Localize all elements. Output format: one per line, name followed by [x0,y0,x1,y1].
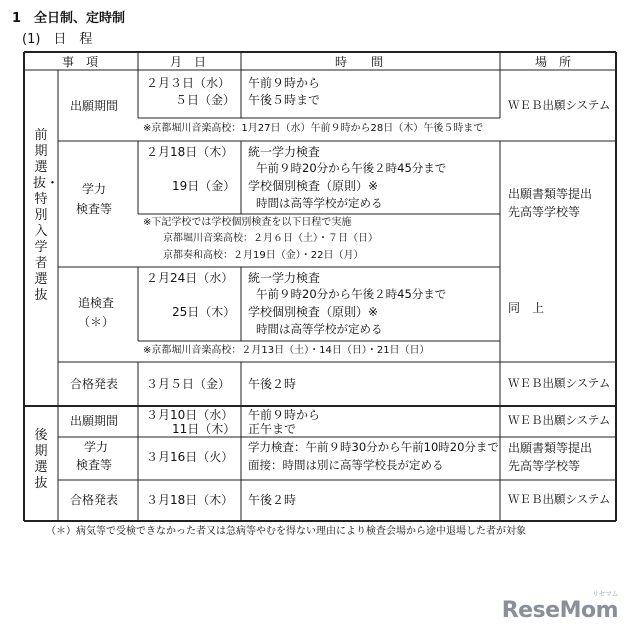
late-exam-time-2: 面接：時間は別に高等学校長が定める [248,458,444,472]
early-exam-time-2: 午前９時20分から午後２時45分まで [256,161,447,175]
late-exam-place-1: 出願書類等提出 [508,441,593,455]
early-application-note: ※京都堀川音楽高校：1月27日（水）午前９時から28日（木）午後５時まで [143,123,484,134]
makeup-exam-label-1: 追検査 [78,296,115,310]
early-application-date-2: ５日（金） [175,93,236,107]
logo-sub: リセマム [592,590,618,598]
makeup-exam-time-3: 学校個別検査（原則）※ [248,305,379,319]
makeup-exam-date-2: 25日（木） [172,305,236,319]
late-application-label: 出願期間 [70,414,119,428]
early-application-time-1: 午前９時から [248,76,321,90]
early-exam-date-2: 19日（金） [172,179,236,193]
late-application-time-1: 午前９時から [248,408,321,422]
late-result-label: 合格発表 [70,493,119,507]
early-result-time: 午後２時 [248,377,297,391]
early-selection-label: 前期選抜・特別入学者選抜 [33,128,60,303]
makeup-exam-time-4: 時間は高等学校が定める [256,322,383,336]
late-result-date: ３月18日（木） [146,493,234,507]
early-application-date-1: ２月３日（水） [146,76,231,90]
makeup-exam-note: ※京都堀川音楽高校：２月13日（土）・14日（日）・21日（日） [143,345,430,356]
header-time: 時 間 [335,55,384,69]
early-exam-note-2: 京都堀川音楽高校：２月６日（土）・７日（日） [163,233,378,244]
makeup-exam-label-2: （＊） [78,315,115,329]
section-title: 1 全日制、定時制 [12,11,126,26]
late-exam-date: ３月16日（火） [146,450,234,464]
early-exam-time-3: 学校個別検査（原則）※ [248,179,379,193]
makeup-exam-time-2: 午前９時20分から午後２時45分まで [256,287,447,301]
early-exam-label-2: 検査等 [76,202,113,216]
late-exam-label-2: 検査等 [76,458,113,472]
early-exam-note-1: ※下記学校では学校個別検査を以下日程で実施 [143,217,352,228]
early-application-label: 出願期間 [70,99,119,113]
early-result-date: ３月５日（金） [146,377,231,391]
resemom-logo [501,590,618,623]
makeup-exam-date-1: ２月24日（水） [146,271,234,285]
early-exam-label-1: 学力 [82,182,107,196]
early-exam-note-3: 京都奏和高校：２月19日（金）・22日（月） [163,250,364,261]
late-selection-label: 後期選抜 [34,428,48,491]
makeup-exam-time-1: 統一学力検査 [248,271,321,285]
late-result-place: ＷＥＢ出願システム [508,492,611,506]
early-application-place: ＷＥＢ出願システム [508,98,611,112]
early-result-label: 合格発表 [70,377,119,391]
late-application-place: ＷＥＢ出願システム [508,413,611,427]
early-exam-date-1: ２月18日（木） [146,145,234,159]
header-item: 事 項 [62,55,99,69]
early-exam-time-4: 時間は高等学校が定める [256,196,383,210]
late-result-time: 午後２時 [248,493,297,507]
footnote: （＊）病気等で受検できなかった者又は急病等やむを得ない理由により検査会場から途中退場した者が対象 [46,526,526,537]
early-exam-time-1: 統一学力検査 [248,145,321,159]
late-application-date-2: 11日（木） [172,422,236,436]
late-exam-place-2: 先高等学校等 [508,459,581,473]
late-exam-time-1: 学力検査：午前９時30分から午前10時20分まで [248,440,499,454]
late-application-time-2: 正午まで [248,422,297,436]
header-place: 場 所 [535,55,572,69]
early-result-place: ＷＥＢ出願システム [508,376,611,390]
subsection-title: (1) 日 程 [22,32,93,47]
late-application-date-1: ３月10日（水） [146,408,234,422]
early-exam-place-2: 先高等学校等 [508,205,581,219]
late-exam-label-1: 学力 [84,440,109,454]
early-exam-place-1: 出願書類等提出 [508,187,593,201]
header-date: 月 日 [170,55,207,69]
early-application-time-2: 午後５時まで [248,93,321,107]
logo-text: ReseMom [501,598,618,623]
makeup-exam-place: 同 上 [508,301,545,315]
